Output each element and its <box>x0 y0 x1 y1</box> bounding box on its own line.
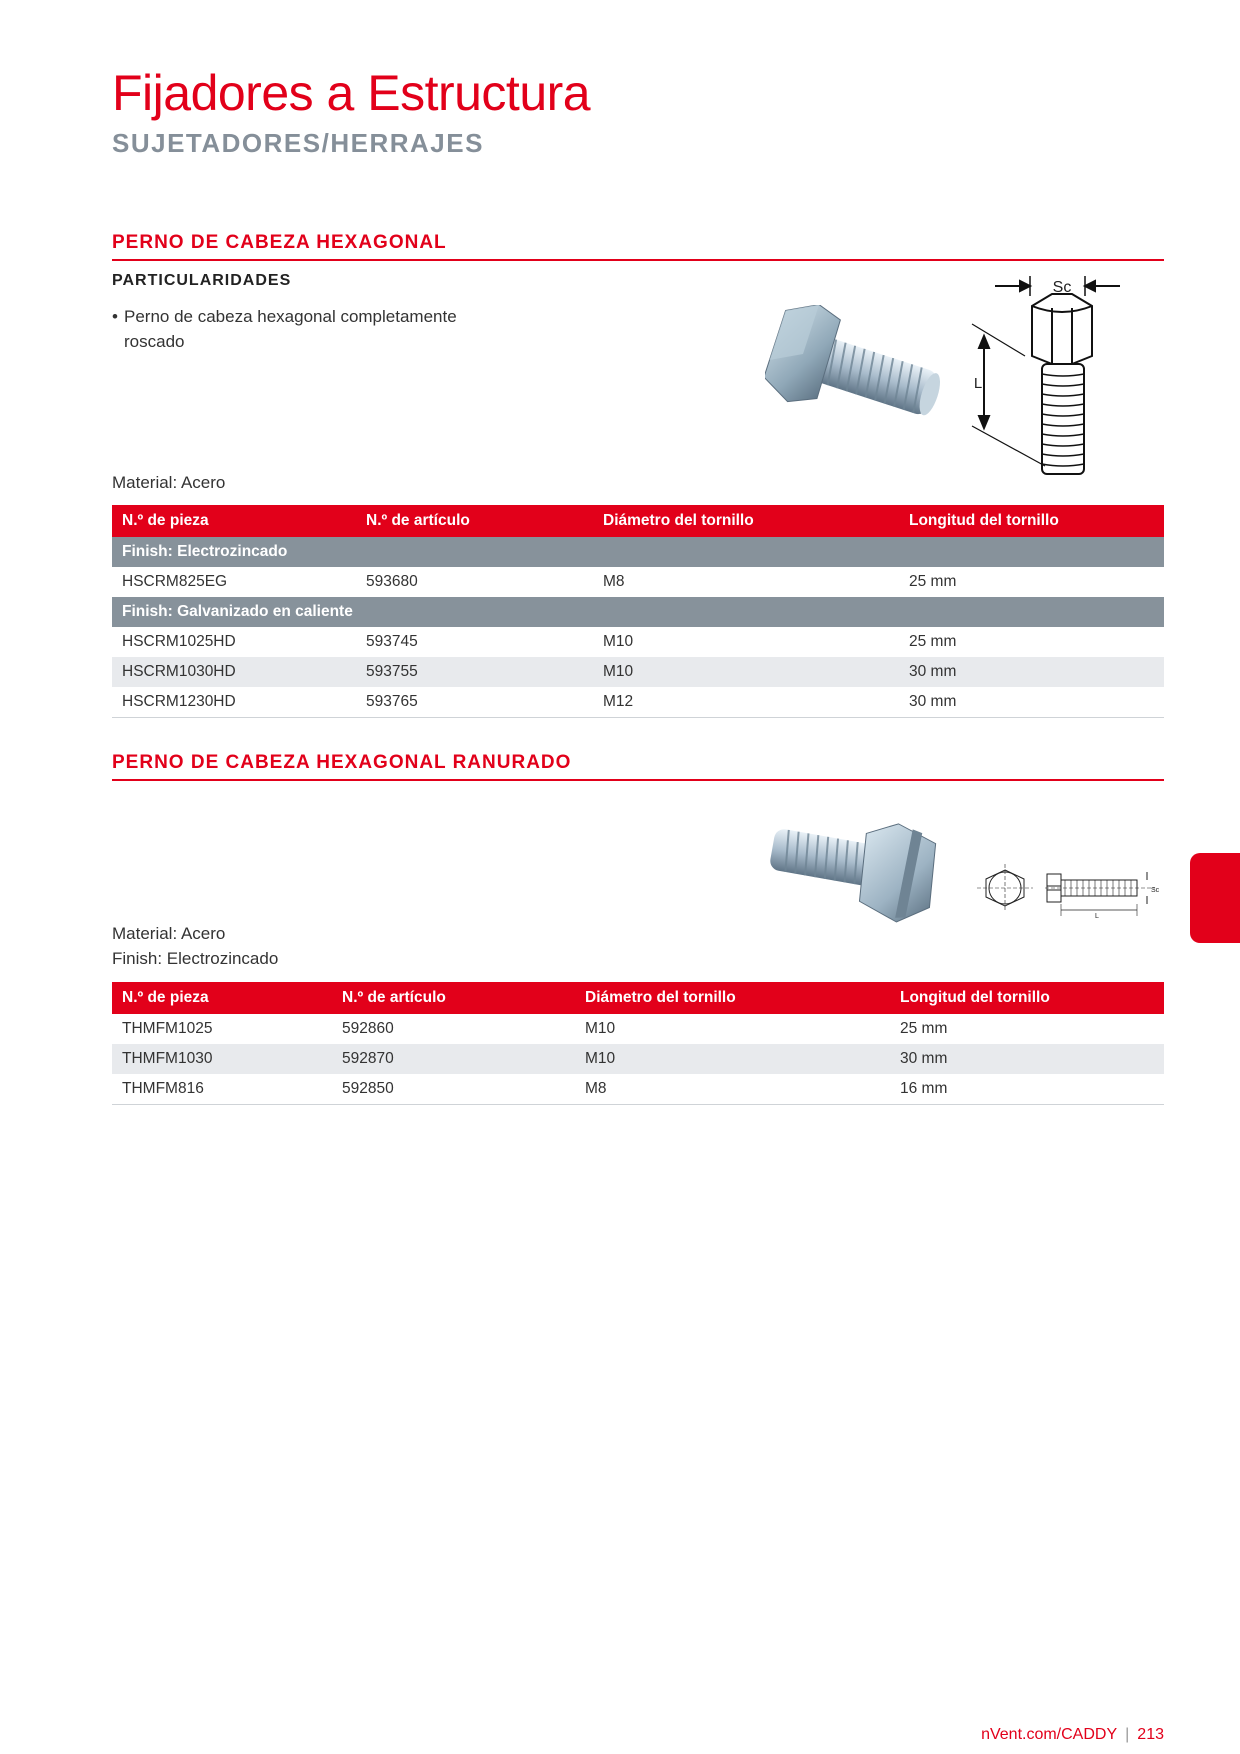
dimension-label-l: L <box>1095 913 1099 920</box>
column-header-part-no: N.º de pieza <box>112 982 332 1014</box>
table-row <box>112 687 1164 718</box>
cell-article-no: 593765 <box>356 687 593 718</box>
finish-text-2: Finish: Electrozincado <box>112 949 279 968</box>
cell-article-no: 592870 <box>332 1044 575 1074</box>
material-text-1: Material: Acero <box>112 473 226 492</box>
cell-length: 30 mm <box>899 657 1164 687</box>
footer-url[interactable]: nVent.com/CADDY <box>981 1726 1118 1743</box>
page-title: Fijadores a Estructura <box>112 65 591 121</box>
cell-part-no: THMFM816 <box>112 1074 332 1105</box>
column-header-article-no: N.º de artículo <box>356 505 593 537</box>
cell-diameter: M8 <box>575 1074 890 1105</box>
column-header-article-no: N.º de artículo <box>332 982 575 1014</box>
feature-list <box>112 304 512 354</box>
footer-separator: | <box>1125 1726 1130 1743</box>
table-row <box>112 1074 1164 1105</box>
page-number: 213 <box>1137 1726 1164 1743</box>
column-header-diameter: Diámetro del tornillo <box>593 505 899 537</box>
table-row <box>112 627 1164 657</box>
spec-table-hex-bolt <box>112 505 1164 718</box>
cell-article-no: 593755 <box>356 657 593 687</box>
cell-diameter: M10 <box>585 1020 616 1037</box>
cell-length: 30 mm <box>890 1044 1164 1074</box>
cell-part-no: HSCRM1025HD <box>122 633 236 650</box>
section-title-slotted-hex-bolt: PERNO DE CABEZA HEXAGONAL RANURADO <box>112 752 1164 781</box>
cell-article-no: 593680 <box>366 573 418 590</box>
finish-group-label: Finish: Galvanizado en caliente <box>112 597 1164 627</box>
cell-part-no: HSCRM1030HD <box>112 657 356 687</box>
hex-bolt-photo <box>765 305 945 440</box>
cell-length: 30 mm <box>899 687 1164 718</box>
column-header-length: Longitud del tornillo <box>890 982 1164 1014</box>
cell-diameter: M10 <box>603 633 634 650</box>
slotted-hex-bolt-photo <box>765 812 945 927</box>
cell-diameter: M10 <box>575 1044 890 1074</box>
table-row <box>112 567 1164 597</box>
feature-line-2: roscado <box>124 332 185 351</box>
dimension-label-sc: Sc <box>1151 887 1160 894</box>
column-header-part-no: N.º de pieza <box>112 505 356 537</box>
finish-group-label: Finish: Electrozincado <box>112 537 1164 567</box>
cell-part-no: HSCRM825EG <box>122 573 228 590</box>
cell-article-no: 593745 <box>366 633 418 650</box>
spec-table-slotted-hex-bolt <box>112 982 1164 1105</box>
cell-diameter: M8 <box>603 573 625 590</box>
section-tab-marker <box>1190 853 1240 943</box>
cell-length: 16 mm <box>890 1074 1164 1105</box>
particulars-heading: PARTICULARIDADES <box>112 272 292 289</box>
column-header-length: Longitud del tornillo <box>899 505 1164 537</box>
section-title-hex-bolt: PERNO DE CABEZA HEXAGONAL <box>112 232 1164 261</box>
table-row <box>112 657 1164 687</box>
footer <box>981 1726 1164 1744</box>
feature-line-1: Perno de cabeza hexagonal completamente <box>124 307 457 326</box>
cell-part-no: HSCRM1230HD <box>112 687 356 718</box>
table-row <box>112 1014 1164 1044</box>
bullet-icon: • <box>112 307 118 326</box>
page-subtitle: SUJETADORES/HERRAJES <box>112 128 484 158</box>
dimension-label-l: L <box>973 375 983 392</box>
hex-bolt-dimension-drawing <box>960 268 1160 480</box>
cell-length: 25 mm <box>909 573 957 590</box>
column-header-diameter: Diámetro del tornillo <box>575 982 890 1014</box>
cell-part-no: THMFM1025 <box>122 1020 213 1037</box>
cell-diameter: M12 <box>593 687 899 718</box>
table-header-row <box>112 982 1164 1014</box>
cell-length: 25 mm <box>900 1020 948 1037</box>
dimension-label-sc: Sc <box>1052 279 1072 296</box>
cell-length: 25 mm <box>909 633 957 650</box>
cell-diameter: M10 <box>593 657 899 687</box>
finish-group-row <box>112 597 1164 627</box>
cell-article-no: 592860 <box>342 1020 394 1037</box>
finish-group-row <box>112 537 1164 567</box>
slotted-hex-bolt-dimension-drawing <box>975 862 1160 922</box>
table-row <box>112 1044 1164 1074</box>
cell-part-no: THMFM1030 <box>112 1044 332 1074</box>
material-text-2: Material: Acero <box>112 924 226 943</box>
cell-article-no: 592850 <box>332 1074 575 1105</box>
table-header-row <box>112 505 1164 537</box>
